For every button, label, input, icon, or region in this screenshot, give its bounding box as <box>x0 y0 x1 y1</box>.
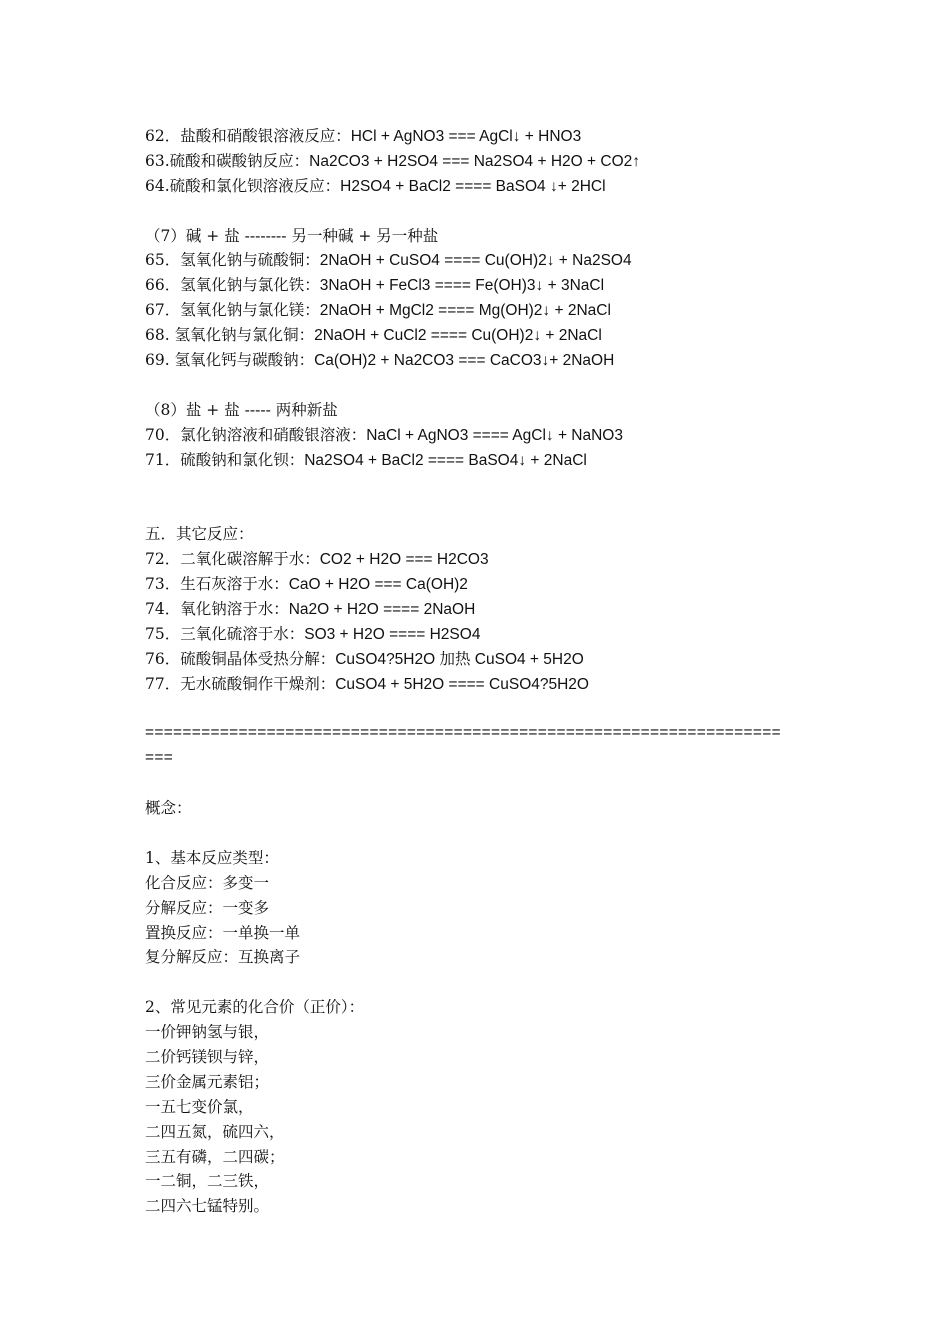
reaction-label: 70．氯化钠溶液和硝酸银溶液： <box>145 425 367 444</box>
reaction-66 <box>145 273 825 298</box>
reaction-equation: 2NaOH + CuSO4 ==== Cu(OH)2↓ + Na2SO4 <box>319 252 632 270</box>
reaction-types-heading: 1、基本反应类型： <box>145 848 279 867</box>
reaction-67 <box>145 298 825 323</box>
reaction-label: 66．氢氧化钠与氯化铁： <box>145 276 320 295</box>
separator-line: ==================================================================== <box>145 724 781 742</box>
reaction-label: 73．生石灰溶于水： <box>145 575 289 594</box>
reaction-equation: Ca(OH)2 + Na2CO3 === CaCO3↓+ 2NaOH <box>314 352 615 370</box>
valence-rhyme-line: 三价金属元素铝； <box>145 1072 270 1091</box>
reaction-type-item: 分解反应：一变多 <box>145 898 270 917</box>
reaction-equation: HCl + AgNO3 === AgCl↓ + HNO3 <box>350 128 582 145</box>
section-heading-other: 五．其它反应： <box>145 525 254 544</box>
valence-rhyme-line: 一五七变价氯， <box>145 1097 254 1116</box>
reaction-70 <box>145 423 825 448</box>
reaction-label: 68. 氢氧化钠与氯化铜： <box>145 326 315 345</box>
reaction-equation: 3NaOH + FeCl3 ==== Fe(OH)3↓ + 3NaCl <box>319 277 605 295</box>
reaction-equation: 2NaOH + MgCl2 ==== Mg(OH)2↓ + 2NaCl <box>319 302 611 320</box>
reaction-63 <box>145 149 825 174</box>
valence-rhyme-line: 三五有磷，二四碳； <box>145 1147 285 1166</box>
reaction-type-item: 化合反应：多变一 <box>145 873 270 892</box>
reaction-label: 67．氢氧化钠与氯化镁： <box>145 301 320 320</box>
reaction-64 <box>145 174 825 199</box>
spacer <box>145 472 825 497</box>
spacer <box>145 821 825 846</box>
reaction-74 <box>145 597 825 622</box>
reaction-71 <box>145 448 825 473</box>
spacer <box>145 771 825 796</box>
reaction-equation: CuSO4?5H2O 加热 CuSO4 + 5H2O <box>335 650 584 668</box>
reaction-68 <box>145 323 825 348</box>
reaction-equation: 2NaOH + CuCl2 ==== Cu(OH)2↓ + 2NaCl <box>314 327 602 345</box>
spacer <box>145 497 825 522</box>
reaction-equation: Na2O + H2O ==== 2NaOH <box>288 600 476 618</box>
reaction-77 <box>145 672 825 697</box>
document-page <box>145 124 825 1219</box>
spacer <box>145 373 825 398</box>
reaction-equation: SO3 + H2O ==== H2SO4 <box>304 625 481 643</box>
reaction-label: 76．硫酸铜晶体受热分解： <box>145 649 336 668</box>
reaction-equation: CO2 + H2O === H2CO3 <box>319 551 489 569</box>
reaction-equation: Na2CO3 + H2SO4 === Na2SO4 + H2O + CO2↑ <box>309 152 640 170</box>
reaction-76 <box>145 647 825 672</box>
reaction-type-item: 复分解反应：互换离子 <box>145 948 301 967</box>
spacer <box>145 199 825 224</box>
reaction-label: 63.硫酸和碳酸钠反应： <box>145 151 310 170</box>
reaction-65 <box>145 248 825 273</box>
valence-rhyme-line: 二四六七锰特别。 <box>145 1197 270 1216</box>
reaction-75 <box>145 622 825 647</box>
spacer <box>145 970 825 995</box>
reaction-label: 71．硫酸钠和氯化钡： <box>145 450 305 469</box>
reaction-type-item: 置换反应：一单换一单 <box>145 923 301 942</box>
reaction-label: 72．二氧化碳溶解于水： <box>145 550 320 569</box>
reaction-69 <box>145 348 825 373</box>
valence-rhyme-line: 二四五氮，硫四六， <box>145 1122 285 1141</box>
valence-heading: 2、常见元素的化合价（正价）： <box>145 998 365 1017</box>
reaction-62 <box>145 124 825 149</box>
valence-rhyme-line: 一价钾钠氢与银， <box>145 1023 270 1042</box>
reaction-equation: CaO + H2O === Ca(OH)2 <box>288 576 468 594</box>
reaction-label: 65．氢氧化钠与硫酸铜： <box>145 251 320 270</box>
spacer <box>145 696 825 721</box>
reaction-label: 75．三氧化硫溶于水： <box>145 624 305 643</box>
reaction-equation: Na2SO4 + BaCl2 ==== BaSO4↓ + 2NaCl <box>304 451 587 469</box>
reaction-equation: H2SO4 + BaCl2 ==== BaSO4 ↓+ 2HCl <box>340 177 606 195</box>
reaction-label: 69. 氢氧化钙与碳酸钠： <box>145 351 315 370</box>
separator-line-tail: === <box>145 749 174 767</box>
valence-rhyme-line: 一二铜，二三铁， <box>145 1172 270 1191</box>
concepts-heading: 概念： <box>145 799 192 818</box>
section-heading-base-salt: （7）碱 + 盐 -------- 另一种碱 + 另一种盐 <box>145 226 439 245</box>
section-heading-salt-salt: （8）盐 + 盐 ----- 两种新盐 <box>145 400 338 419</box>
reaction-73 <box>145 572 825 597</box>
reaction-equation: NaCl + AgNO3 ==== AgCl↓ + NaNO3 <box>366 426 623 444</box>
reaction-label: 62．盐酸和硝酸银溶液反应： <box>145 127 351 145</box>
reaction-72 <box>145 547 825 572</box>
reaction-label: 74．氧化钠溶于水： <box>145 599 289 618</box>
reaction-label: 64.硫酸和氯化钡溶液反应： <box>145 176 341 195</box>
reaction-label: 77．无水硫酸铜作干燥剂： <box>145 674 336 693</box>
valence-rhyme-line: 二价钙镁钡与锌， <box>145 1047 270 1066</box>
reaction-equation: CuSO4 + 5H2O ==== CuSO4?5H2O <box>335 675 589 693</box>
